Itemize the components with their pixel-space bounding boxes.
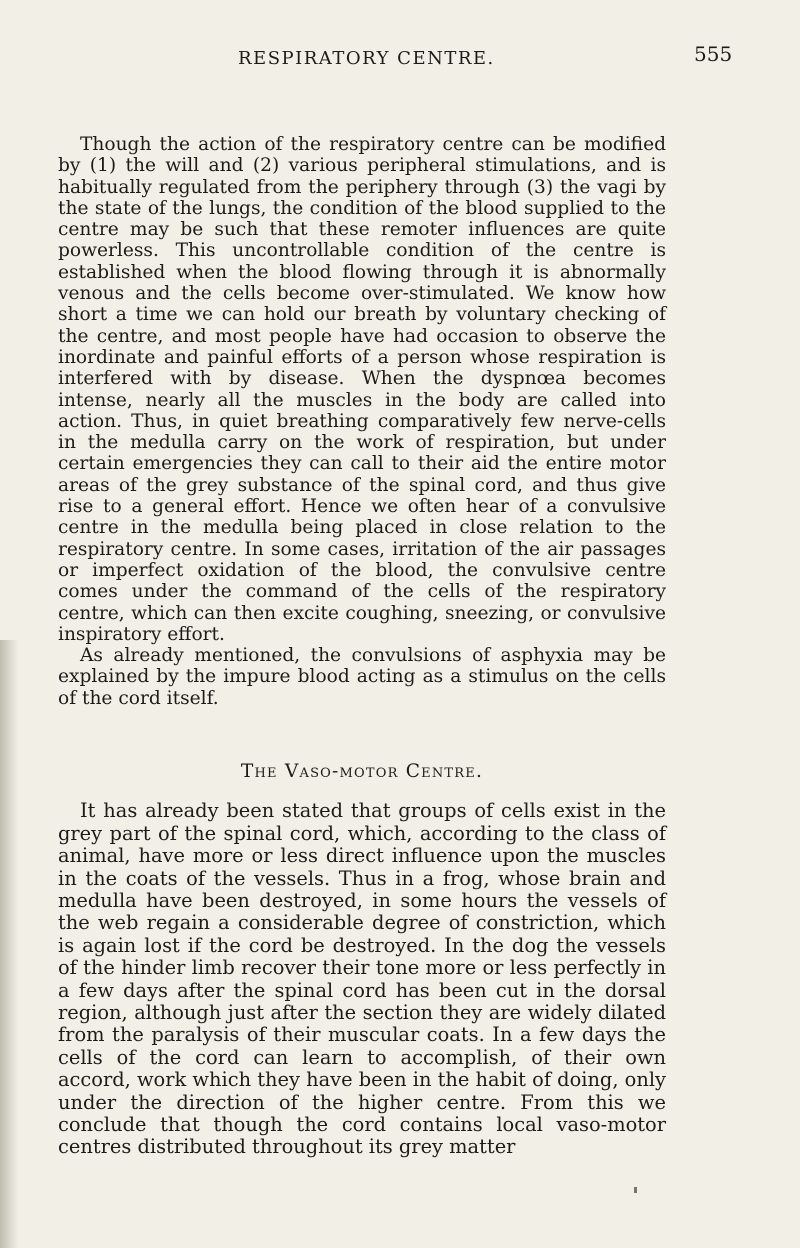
- paragraph-respiratory-centre: Though the action of the respiratory centre can be modified by (1) the will and (2) various peripheral stimulations, and is habitually regulated from the periphery through (3) the vagi by the state of the lungs, the condition of the blood supplied to the centre may be such that these remoter influences are quite powerless. This uncontrollable condition of the centre is established when the blood flowing through it is abnormally venous and the cells become over-stimulated. We know how short a time we can hold our breath by voluntary checking of the centre, and most people have had occasion to observe the inordinate and painful efforts of a person whose respiration is interfered with by disease. When the dyspnœa becomes intense, nearly all the muscles in the body are called into action. Thus, in quiet breathing comparatively few nerve-cells in the medulla carry on the work of respiration, but under certain emergencies they can call to their aid the entire motor areas of the grey substance of the spinal cord, and thus give rise to a general effort. Hence we often hear of a convulsive centre in the medulla being placed in close relation to the respiratory centre. In some cases, irritation of the air passages or imperfect oxidation of the blood, the convulsive centre comes under the command of the cells of the respiratory centre, which can then excite coughing, sneezing, or convulsive inspiratory effort.: [58, 134, 666, 645]
- paragraph-asphyxia: As already mentioned, the convulsions of asphyxia may be explained by the impure blood acting as a stimulus on the cells of the cord itself.: [58, 645, 666, 709]
- print-speck: [634, 1187, 637, 1193]
- running-head: RESPIRATORY CENTRE.: [238, 48, 495, 69]
- page-number: 555: [694, 42, 733, 66]
- page-header: [0, 42, 800, 78]
- section-heading: The Vaso-motor Centre.: [240, 761, 484, 783]
- binding-shadow: [0, 640, 18, 1248]
- body-text: [58, 134, 666, 1159]
- paragraph-vaso-motor: It has already been stated that groups of cells exist in the grey part of the spinal cord, which, according to the class of animal, have more or less direct influence upon the muscles in the coats of the vessels. Thus in a frog, whose brain and medulla have been destroyed, in some hours the vessels of the web regain a considerable degree of constriction, which is again lost if the cord be destroyed. In the dog the vessels of the hinder limb recover their tone more or less perfectly in a few days after the spinal cord has been cut in the dorsal region, although just after the section they are widely dilated from the paralysis of their muscular coats. In a few days the cells of the cord can learn to accomplish, of their own accord, work which they have been in the habit of doing, only under the direction of the higher centre. From this we conclude that though the cord contains local vaso-motor centres distributed throughout its grey matter: [58, 799, 666, 1159]
